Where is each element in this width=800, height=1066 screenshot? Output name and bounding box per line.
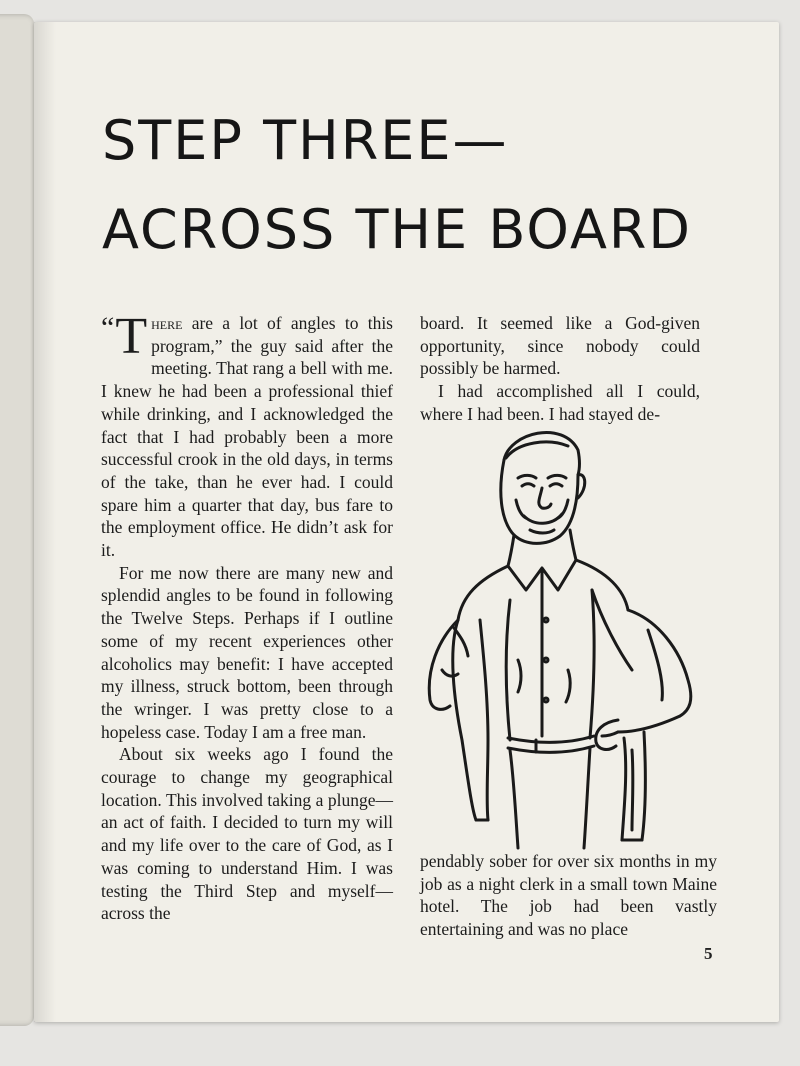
first-word-small-caps: here bbox=[151, 313, 183, 333]
text-column-left bbox=[101, 308, 393, 925]
paragraph-2: For me now there are many new and splendid angles to be found in following the Twelve Steps. Perhaps if I outline some of my recent experiences other alcoholics may benefit: I have accepted my illness, struck bottom, been through the wringer. I was pretty close to a hopeless case. Today I am a free man. bbox=[101, 562, 393, 742]
page-title bbox=[102, 96, 722, 274]
paragraph-4: board. It seemed like a God-given opportunity, since nobody could possibly be harmed. bbox=[420, 313, 700, 379]
paragraph-5: I had accomplished all I could, where I had been. I had stayed de- bbox=[420, 381, 700, 424]
paragraph-1-text: are a lot of angles to this program,” the guy said after the meeting. That rang a bell with me. I knew he had been a professional thief while drinking, and I acknowledged the fact that I had probably been a more successful crook in the old days, in terms of the take, than he ever had. I could spare him a quarter that day, bus fare to the employment office. He didn’t ask for it. bbox=[101, 313, 393, 561]
paragraph-6: pendably sober for over six months in my job as a night clerk in a small town Maine hotel. The job had been vastly entertaining and was no place bbox=[420, 851, 717, 940]
title-line-1: STEP THREE— bbox=[102, 109, 509, 172]
drop-cap: T bbox=[115, 308, 148, 365]
man-illustration bbox=[418, 420, 708, 850]
opening-quote: “ bbox=[101, 311, 115, 344]
page-number: 5 bbox=[704, 944, 713, 963]
paragraph-1 bbox=[101, 308, 393, 562]
title-line-2: ACROSS THE BOARD bbox=[102, 198, 693, 261]
page-gutter-shadow bbox=[34, 22, 56, 1022]
text-column-right-bottom bbox=[420, 850, 717, 941]
facing-page-edge bbox=[0, 14, 34, 1026]
text-column-right-top bbox=[420, 312, 700, 426]
paragraph-3: About six weeks ago I found the courage to change my geographical location. This involved taking a plunge—an act of faith. I decided to turn my will and my life over to the care of God, as I was coming to understand Him. I was testing the Third Step and myself—across the bbox=[101, 744, 393, 924]
